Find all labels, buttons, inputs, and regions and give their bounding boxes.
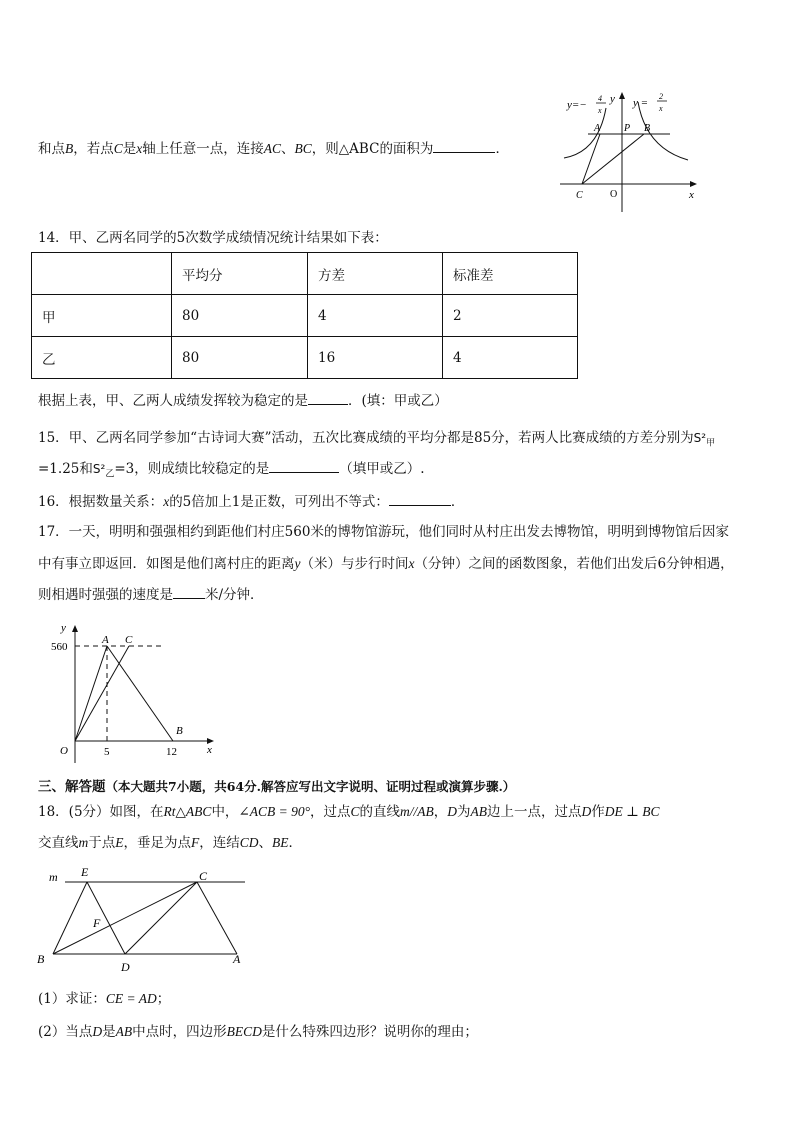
q13-x-var: x [136, 141, 143, 156]
q15-line1 [38, 429, 715, 453]
q13-label-x: x [689, 189, 694, 201]
table-header-cell: 标准差 [443, 253, 578, 295]
table-cell: 80 [172, 295, 308, 337]
q17-line-ab [107, 646, 173, 741]
q13-left-num: 4 [598, 94, 602, 103]
q16-middle: 的5倍加上 [169, 494, 232, 510]
q18-d1: D [447, 804, 458, 819]
q13-label-p: P [624, 123, 631, 134]
q17-y-var: y [294, 556, 301, 571]
q18-line2-e: ． [288, 835, 303, 851]
q16-text [38, 493, 464, 511]
q13-hyperbola-graph [560, 88, 705, 213]
q13-point-c: C [113, 141, 123, 156]
q18-e: E [115, 835, 124, 850]
q18-p2-becd: BECD [226, 1024, 262, 1039]
table-cell: 4 [443, 337, 578, 379]
q13-mid4: ，则 [311, 141, 339, 157]
q13-end: ． [495, 141, 509, 157]
q17-line2-a: 中有事立即返回．如图是他们离村庄的距离 [38, 556, 295, 572]
q18-fig-m: m [49, 870, 58, 884]
q17-label-a: A [102, 634, 109, 646]
q18-line1 [38, 803, 659, 821]
q18-line1-e: ， [433, 804, 448, 820]
q13-label-c: C [576, 190, 583, 201]
table-header-row [32, 253, 578, 295]
table-row [32, 337, 578, 379]
q15-line2-mid: =3，则成绩比较稳定的是 [114, 461, 270, 477]
q16-one: 1 [231, 494, 241, 510]
q13-label-y: y [610, 93, 615, 105]
q18-line1-c: ，过点 [310, 804, 351, 820]
q17-line3-a: 则相遇时强强的速度是 [38, 587, 173, 603]
q15-line2-suffix: （填甲或乙）. [339, 461, 425, 477]
q18-line1-f: 为 [457, 804, 471, 820]
q13-text [38, 140, 509, 158]
q13-label-b: B [644, 123, 651, 134]
q18-sep: 、 [258, 835, 273, 851]
q18-fig-a: A [233, 952, 241, 966]
q15-text: 15．甲、乙两名同学参加“古诗词大赛”活动，五次比赛成绩的平均分都是85分，若两人比赛成绩的方差分别为 [38, 430, 694, 446]
q18-angle: ∠ACB = 90° [238, 804, 311, 819]
table-cell: 80 [172, 337, 308, 379]
q13-ac: AC [263, 141, 282, 156]
q18-p1-a: (1）求证： [38, 991, 106, 1007]
q18-p2-ab: AB [115, 1024, 133, 1039]
q17-label-c: C [125, 634, 133, 646]
q18-line-ca [197, 882, 237, 954]
q18-p2-d: D [92, 1024, 103, 1039]
table-cell: 2 [443, 295, 578, 337]
q18-be: BE [272, 835, 289, 850]
q17-label-560: 560 [51, 641, 68, 653]
q17-label-x: x [207, 744, 212, 756]
q17-line3 [38, 586, 264, 604]
q15-s2-jia: S² [693, 431, 707, 445]
q17-line2-c: （分钟）之间的函数图象，若他们出发后6分钟相遇， [414, 556, 734, 572]
q13-x-arrow [690, 181, 697, 187]
q18-p1-eq: CE = AD [105, 991, 157, 1006]
q13-mid2: 是 [122, 141, 137, 157]
q18-line2 [38, 834, 302, 852]
q14-stats-table [31, 252, 578, 379]
section3-header [38, 778, 515, 796]
section3-title: 三、解答题 [38, 779, 106, 795]
table-cell: 甲 [32, 295, 172, 337]
table-cell: 4 [308, 295, 443, 337]
q17-label-5: 5 [104, 746, 110, 758]
q18-ab: AB [470, 804, 488, 819]
q18-line1-a: 18．(5分）如图，在 [38, 804, 164, 820]
q18-fig-c: C [199, 869, 208, 883]
q15-answer-blank[interactable] [269, 460, 339, 473]
q16-suffix: 是正数，可列出不等式： [240, 494, 389, 510]
q13-bc: BC [294, 141, 312, 156]
q18-fig-e: E [81, 865, 89, 879]
q17-line2 [38, 555, 734, 573]
q18-part2 [38, 1023, 478, 1041]
q18-line1-g: 边上一点，过点 [487, 804, 582, 820]
table-row [32, 295, 578, 337]
q18-line1-b: 中， [211, 804, 239, 820]
q13-left-den: x [598, 106, 602, 115]
table-header-cell: 平均分 [172, 253, 308, 295]
q17-line1: 17．一天，明明和强强相约到距他们村庄560米的博物馆游玩，他们同时从村庄出发去博物馆，明明到博物馆后因家 [38, 524, 729, 540]
q18-geometry-figure [35, 864, 250, 979]
q18-p2-c: 中点时，四边形 [132, 1024, 227, 1040]
q17-y-arrow [72, 625, 78, 632]
q18-m: m [78, 835, 89, 850]
q15-sub-jia: 甲 [706, 438, 716, 449]
q18-p2-d2: 是什么特殊四边形？说明你的理由； [261, 1024, 478, 1040]
q13-y-arrow [619, 92, 625, 99]
q13-suffix: 的面积为 [379, 141, 434, 157]
q17-line3-b: 米/分钟． [205, 587, 264, 603]
q13-mid1: ，若点 [73, 141, 114, 157]
q18-line1-d: 的直线 [359, 804, 401, 820]
q18-p2-b: 是 [102, 1024, 116, 1040]
q13-triangle: △ABC [338, 141, 380, 157]
q18-fig-b: B [37, 952, 45, 966]
q17-label-12: 12 [166, 746, 177, 758]
q18-line-bc [53, 882, 197, 954]
q17-label-b: B [176, 725, 183, 737]
q18-fig-d: D [121, 960, 130, 974]
q13-right-den: x [659, 104, 663, 113]
q18-line-be [53, 882, 87, 954]
q13-answer-blank[interactable] [433, 140, 495, 153]
q14-question [38, 392, 448, 410]
q16-var: x [163, 494, 170, 509]
table-header-cell [32, 253, 172, 295]
table-cell: 乙 [32, 337, 172, 379]
q17-label-o: O [60, 745, 68, 757]
q13-right-num: 2 [659, 92, 663, 101]
q14-answer-blank[interactable] [308, 392, 348, 405]
q13-label-a: A [594, 123, 601, 134]
q17-line2-b: （米）与步行时间 [300, 556, 409, 572]
q13-right-eq: y = [633, 97, 649, 109]
q18-rt-abc: Rt△ABC [163, 804, 212, 819]
q15-sub-yi: 乙 [105, 469, 115, 480]
q13-label-o: O [610, 189, 618, 200]
q13-sep: 、 [281, 141, 295, 157]
q18-c1: C [350, 804, 360, 819]
q18-cd: CD [239, 835, 259, 850]
q15-line2-prefix: =1.25和 [38, 461, 93, 477]
q17-x-var: x [408, 556, 415, 571]
q18-line1-h: 作 [591, 804, 605, 820]
q18-m-ab: m//AB [400, 804, 434, 819]
q18-line2-a: 交直线 [38, 835, 79, 851]
q18-fig-f: F [93, 916, 101, 930]
q18-p1-b: ； [156, 991, 171, 1007]
q18-de-bc: DE ⊥ BC [604, 804, 660, 819]
table-header-cell: 方差 [308, 253, 443, 295]
q18-d2: D [581, 804, 592, 819]
section3-note: （本大题共7小题，共64分.解答应写出文字说明、证明过程或演算步骤.） [105, 779, 516, 794]
q14-question-text: 根据上表，甲、乙两人成绩发挥较为稳定的是 [38, 393, 308, 409]
q15-line2 [38, 460, 425, 484]
q18-p2-a: (2）当点 [38, 1024, 93, 1040]
q17-label-y: y [61, 622, 66, 634]
q18-line2-d: ，连结 [199, 835, 240, 851]
q18-f: F [191, 835, 200, 850]
q16-answer-blank[interactable] [389, 493, 451, 506]
q15-s2-yi: S² [92, 462, 106, 476]
q18-line-cd [125, 882, 197, 954]
q17-distance-time-graph [45, 617, 225, 764]
q18-part1 [38, 990, 170, 1008]
q14-intro: 14．甲、乙两名同学的5次数学成绩情况统计结果如下表： [38, 230, 388, 246]
q13-left-eq: y=− [567, 99, 587, 111]
q17-answer-blank[interactable] [173, 586, 205, 599]
q16-end: ． [450, 494, 465, 510]
q18-line2-b: 于点 [88, 835, 116, 851]
table-cell: 16 [308, 337, 443, 379]
q13-prefix: 和点 [38, 141, 65, 157]
q13-mid3: 轴上任意一点，连接 [142, 141, 264, 157]
q13-point-b: B [65, 141, 74, 156]
q16-prefix: 16．根据数量关系： [38, 494, 164, 510]
q18-line2-c: ，垂足为点 [123, 835, 191, 851]
q14-hint: ．(填：甲或乙） [348, 393, 448, 409]
